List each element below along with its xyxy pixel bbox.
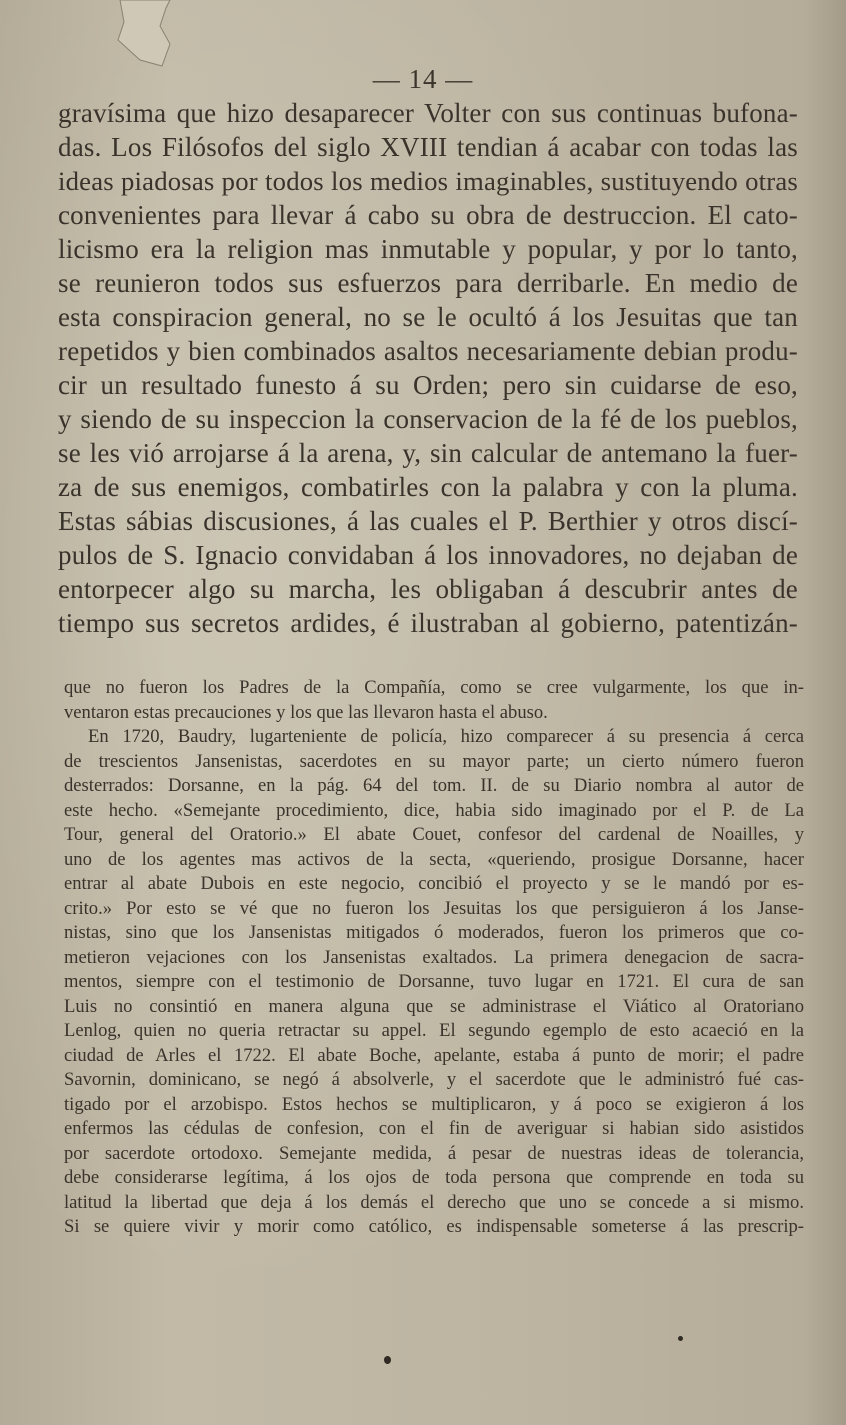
text-line: gravísima que hizo desaparecer Volter con sus continuas bufona- [58,98,798,128]
footnote-line: ventaron estas precauciones y los que las llevaron hasta el abuso. [64,701,548,723]
footnote-line: crito.» Por esto se vé que no fueron los Jesuitas los que persiguieron á los Janse- [64,897,804,919]
text-line: cir un resultado funesto á su Orden; pero sin cuidarse de eso, [58,370,798,400]
text-line: ideas piadosas por todos los medios imaginables, sustituyendo otras [58,166,798,196]
text-line: licismo era la religion mas inmutable y popular, y por lo tanto, [58,234,798,264]
text-line: entorpecer algo su marcha, les obligaban á descubrir antes de [58,574,798,604]
text-line: pulos de S. Ignacio convidaban á los innovadores, no dejaban de [58,540,798,570]
torn-corner-mark [110,0,180,70]
footnote-line: Lenlog, quien no queria retractar su appel. El segundo egemplo de esto acaeció en la [64,1020,804,1041]
text-line: convenientes para llevar á cabo su obra de destruccion. El cato- [58,200,798,230]
footnote-line: nistas, sino que los Jansenistas mitigados ó moderados, fueron los primeros que co- [64,922,804,943]
footnote [64,676,804,1240]
footnote-line: Savornin, dominicano, se negó á absolverle, y el sacerdote que le administró fué cas- [64,1069,804,1090]
footnote-line: este hecho. «Semejante procedimiento, dice, habia sido imaginado por el P. de La [64,799,804,821]
footnote-line: ciudad de Arles el 1722. El abate Boche, apelante, estaba á punto de morir; el padre [64,1044,804,1066]
text-line: tiempo sus secretos ardides, é ilustraban al gobierno, patentizán- [58,608,798,638]
ink-speck [384,1356,391,1364]
text-line: za de sus enemigos, combatirles con la palabra y con la pluma. [58,472,798,502]
text-line: y siendo de su inspeccion la conservacion de la fé de los pueblos, [58,404,798,434]
footnote-line: por sacerdote ortodoxo. Semejante medida, á pesar de nuestras ideas de tolerancia, [64,1142,804,1164]
footnote-line: mentos, siempre con el testimonio de Dorsanne, tuvo lugar en 1721. El cura de san [64,971,804,992]
text-line: Estas sábias discusiones, á las cuales el P. Berthier y otros discí- [58,506,798,536]
footnote-line: de trescientos Jansenistas, sacerdotes en su mayor parte; un cierto número fueron [64,750,804,772]
text-line: repetidos y bien combinados asaltos necesariamente debian produ- [58,336,798,366]
page-number: — 14 — [372,64,474,94]
footnote-line: tigado por el arzobispo. Estos hechos se multiplicaron, y á poco se exigieron á los [64,1093,804,1115]
text-line: se reunieron todos sus esfuerzos para derribarle. En medio de [58,268,798,298]
ink-speck [678,1336,683,1341]
footnote-line: uno de los agentes mas activos de la secta, «queriendo, prosigue Dorsanne, hacer [64,848,804,870]
text-line: das. Los Filósofos del siglo XVIII tendian á acabar con todas las [58,132,798,162]
text-line: esta conspiracion general, no se le ocultó á los Jesuitas que tan [58,302,798,332]
text-line: se les vió arrojarse á la arena, y, sin calcular de antemano la fuer- [58,438,798,468]
footnote-line: debe considerarse legítima, á los ojos de toda persona que comprende en toda su [64,1167,804,1188]
footnote-line: latitud la libertad que deja á los demás el derecho que uno se concede a si mismo. [64,1191,804,1213]
footnote-line: enfermos las cédulas de confesion, con el fin de averiguar si habian sido asistidos [64,1118,804,1139]
footnote-line: Si se quiere vivir y morir como católico, es indispensable someterse á las prescrip- [64,1216,804,1237]
footnote-line: metieron vejaciones con los Jansenistas exaltados. La primera denegacion de sacra- [64,946,804,968]
main-text [58,96,798,640]
footnote-line: entrar al abate Dubois en este negocio, concibió el proyecto y se le mandó por es- [64,873,804,894]
footnote-line: Tour, general del Oratorio.» El abate Couet, confesor del cardenal de Noailles, y [64,824,804,845]
footnote-line: Luis no consintió en manera alguna que se administrase el Viático al Oratoriano [64,995,804,1017]
footnote-line: desterrados: Dorsanne, en la pág. 64 del tom. II. de su Diario nombra al autor de [64,775,804,796]
footnote-line: En 1720, Baudry, lugarteniente de policía, hizo comparecer á su presencia á cerca [88,726,804,747]
footnote-line: que no fueron los Padres de la Compañía, como se cree vulgarmente, los que in- [64,677,804,698]
